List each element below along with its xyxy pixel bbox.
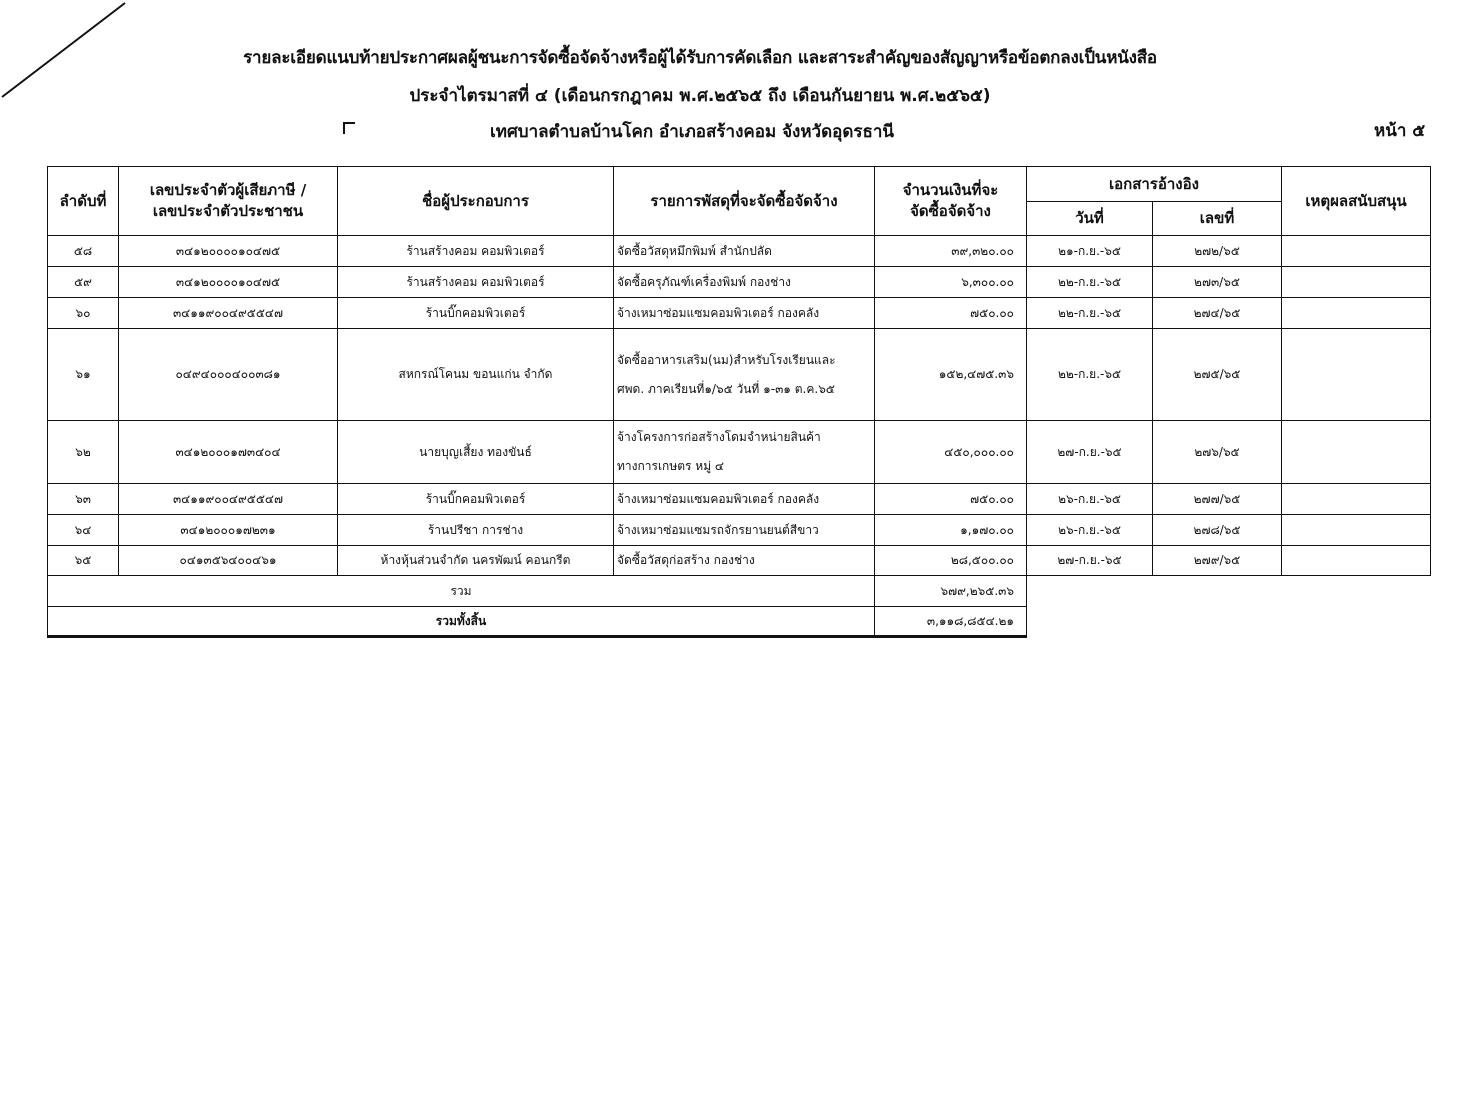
row-amount: ๒๘,๕๐๐.๐๐ bbox=[875, 546, 1027, 576]
row-reason bbox=[1282, 421, 1431, 484]
row-item bbox=[614, 236, 875, 267]
row-amount: ๑,๑๗๐.๐๐ bbox=[875, 515, 1027, 546]
row-ref-no: ๒๗๘/๖๕ bbox=[1153, 515, 1282, 546]
col-header-ref: เอกสารอ้างอิง bbox=[1027, 167, 1282, 202]
row-reason bbox=[1282, 546, 1431, 576]
procurement-table bbox=[47, 166, 1431, 638]
row-amount: ๔๕๐,๐๐๐.๐๐ bbox=[875, 421, 1027, 484]
grand-total-value: ๓,๑๑๘,๘๕๔.๒๑ bbox=[875, 607, 1027, 637]
col-header-reason: เหตุผลสนับสนุน bbox=[1282, 167, 1431, 236]
row-ref-no: ๒๗๗/๖๕ bbox=[1153, 484, 1282, 515]
row-no: ๖๔ bbox=[48, 515, 119, 546]
row-ref-date: ๒๖-ก.ย.-๖๕ bbox=[1027, 515, 1153, 546]
row-taxid: ๐๔๙๔๐๐๐๔๐๐๓๘๑ bbox=[119, 329, 338, 421]
row-ref-date: ๒๒-ก.ย.-๖๕ bbox=[1027, 329, 1153, 421]
col-header-taxid bbox=[119, 167, 338, 236]
col-header-vendor: ชื่อผู้ประกอบการ bbox=[338, 167, 614, 236]
row-ref-date: ๒๒-ก.ย.-๖๕ bbox=[1027, 267, 1153, 298]
organization-name: เทศบาลตำบลบ้านโคก อำเภอสร้างคอม จังหวัดอุดรธานี bbox=[490, 122, 895, 142]
table-row bbox=[48, 515, 1431, 546]
col-header-taxid-line2: เลขประจำตัวประชาชน bbox=[152, 202, 304, 220]
row-vendor: ห้างหุ้นส่วนจำกัด นครพัฒน์ คอนกรีต bbox=[338, 546, 614, 576]
row-no: ๕๙ bbox=[48, 267, 119, 298]
row-item bbox=[614, 515, 875, 546]
table-row bbox=[48, 298, 1431, 329]
empty-cell bbox=[1027, 576, 1431, 607]
row-ref-no: ๒๗๕/๖๕ bbox=[1153, 329, 1282, 421]
col-header-ref-no: เลขที่ bbox=[1153, 202, 1282, 236]
subtotal-label: รวม bbox=[48, 576, 875, 607]
row-item bbox=[614, 329, 875, 421]
row-no: ๖๒ bbox=[48, 421, 119, 484]
row-vendor: สหกรณ์โคนม ขอนแก่น จำกัด bbox=[338, 329, 614, 421]
row-amount: ๗๕๐.๐๐ bbox=[875, 484, 1027, 515]
row-item-line1: จัดซื้อวัสดุก่อสร้าง กองช่าง bbox=[617, 553, 755, 567]
table-row bbox=[48, 267, 1431, 298]
row-reason bbox=[1282, 484, 1431, 515]
row-vendor: ร้านสร้างคอม คอมพิวเตอร์ bbox=[338, 236, 614, 267]
col-header-item: รายการพัสดุที่จะจัดซื้อจัดจ้าง bbox=[614, 167, 875, 236]
row-taxid: ๓๔๑๒๐๐๐๑๗๓๔๐๔ bbox=[119, 421, 338, 484]
row-taxid: ๓๔๑๑๙๐๐๔๙๕๕๔๗ bbox=[119, 484, 338, 515]
row-ref-date: ๒๗-ก.ย.-๖๕ bbox=[1027, 546, 1153, 576]
row-reason bbox=[1282, 267, 1431, 298]
row-taxid: ๐๔๑๓๕๖๔๐๐๔๖๑ bbox=[119, 546, 338, 576]
row-ref-no: ๒๗๙/๖๕ bbox=[1153, 546, 1282, 576]
document-title: รายละเอียดแนบท้ายประกาศผลผู้ชนะการจัดซื้อจัดจ้างหรือผู้ได้รับการคัดเลือก และสาระสำคัญของสัญญาหรือข้อตกลงเป็นหนังสือ bbox=[243, 48, 1157, 68]
row-taxid: ๓๔๑๒๐๐๐๐๑๐๔๗๕ bbox=[119, 236, 338, 267]
row-amount: ๗๕๐.๐๐ bbox=[875, 298, 1027, 329]
row-item-line2: ทางการเกษตร หมู่ ๔ bbox=[617, 459, 725, 473]
col-header-ref-date: วันที่ bbox=[1027, 202, 1153, 236]
row-vendor: ร้านสร้างคอม คอมพิวเตอร์ bbox=[338, 267, 614, 298]
col-header-taxid-line1: เลขประจำตัวผู้เสียภาษี / bbox=[149, 181, 307, 199]
row-item-line1: จ้างเหมาซ่อมแซมคอมพิวเตอร์ กองคลัง bbox=[617, 305, 820, 320]
row-item-line1: จัดซื้อวัสดุหมึกพิมพ์ สำนักปลัด bbox=[617, 243, 772, 258]
row-item-line1: จ้างเหมาซ่อมแซมคอมพิวเตอร์ กองคลัง bbox=[617, 491, 820, 506]
row-taxid: ๓๔๑๒๐๐๐๐๑๐๔๗๕ bbox=[119, 267, 338, 298]
row-ref-no: ๒๗๔/๖๕ bbox=[1153, 298, 1282, 329]
row-no: ๕๘ bbox=[48, 236, 119, 267]
document-period: ประจำไตรมาสที่ ๔ (เดือนกรกฎาคม พ.ศ.๒๕๖๕ ถึง เดือนกันยายน พ.ศ.๒๕๖๕) bbox=[409, 86, 991, 106]
subtotal-value: ๖๗๙,๒๖๕.๓๖ bbox=[875, 576, 1027, 607]
col-header-amount-line1: จำนวนเงินที่จะ bbox=[902, 181, 999, 199]
row-no: ๖๑ bbox=[48, 329, 119, 421]
row-no: ๖๕ bbox=[48, 546, 119, 576]
row-no: ๖๓ bbox=[48, 484, 119, 515]
table-row bbox=[48, 329, 1431, 421]
row-taxid: ๓๔๑๑๙๐๐๔๙๕๕๔๗ bbox=[119, 298, 338, 329]
row-reason bbox=[1282, 515, 1431, 546]
table-row bbox=[48, 546, 1431, 576]
row-item-line1: จัดซื้อครุภัณฑ์เครื่องพิมพ์ กองช่าง bbox=[617, 274, 791, 289]
row-item bbox=[614, 484, 875, 515]
row-amount: ๖,๓๐๐.๐๐ bbox=[875, 267, 1027, 298]
row-reason bbox=[1282, 329, 1431, 421]
row-ref-date: ๒๗-ก.ย.-๖๕ bbox=[1027, 421, 1153, 484]
row-item bbox=[614, 421, 875, 484]
table-row bbox=[48, 236, 1431, 267]
row-item-line1: จัดซื้ออาหารเสริม(นม)สำหรับโรงเรียนและ bbox=[617, 352, 836, 367]
row-vendor: ร้านปรีชา การช่าง bbox=[338, 515, 614, 546]
row-item-line2: ศพด. ภาคเรียนที่๑/๖๕ วันที่ ๑-๓๑ ต.ค.๖๕ bbox=[617, 381, 835, 396]
corner-bracket-mark bbox=[343, 122, 355, 134]
row-ref-no: ๒๗๒/๖๕ bbox=[1153, 236, 1282, 267]
row-reason bbox=[1282, 236, 1431, 267]
row-taxid: ๓๔๑๒๐๐๐๑๗๒๓๑ bbox=[119, 515, 338, 546]
row-vendor: ร้านบิ๊กคอมพิวเตอร์ bbox=[338, 484, 614, 515]
table-row bbox=[48, 484, 1431, 515]
empty-cell bbox=[1027, 607, 1431, 637]
table-row bbox=[48, 421, 1431, 484]
col-header-no: ลำดับที่ bbox=[48, 167, 119, 236]
row-vendor: นายบุญเสี้ยง ทองขันธ์ bbox=[338, 421, 614, 484]
page-number: หน้า ๕ bbox=[1374, 121, 1426, 141]
row-vendor: ร้านบิ๊กคอมพิวเตอร์ bbox=[338, 298, 614, 329]
row-item-line1: จ้างเหมาซ่อมแซมรถจักรยานยนต์สีขาว bbox=[617, 522, 819, 537]
grand-total-label: รวมทั้งสิ้น bbox=[48, 607, 875, 637]
col-header-amount-line2: จัดซื้อจัดจ้าง bbox=[910, 202, 991, 220]
row-item-line1: จ้างโครงการก่อสร้างโดมจำหน่ายสินค้า bbox=[617, 430, 821, 444]
row-ref-date: ๒๖-ก.ย.-๖๕ bbox=[1027, 484, 1153, 515]
row-ref-date: ๒๑-ก.ย.-๖๕ bbox=[1027, 236, 1153, 267]
row-amount: ๑๕๒,๔๗๕.๓๖ bbox=[875, 329, 1027, 421]
row-no: ๖๐ bbox=[48, 298, 119, 329]
row-ref-no: ๒๗๖/๖๕ bbox=[1153, 421, 1282, 484]
row-item bbox=[614, 267, 875, 298]
row-ref-date: ๒๒-ก.ย.-๖๕ bbox=[1027, 298, 1153, 329]
row-item bbox=[614, 546, 875, 576]
row-reason bbox=[1282, 298, 1431, 329]
row-amount: ๓๙,๓๒๐.๐๐ bbox=[875, 236, 1027, 267]
col-header-amount bbox=[875, 167, 1027, 236]
row-ref-no: ๒๗๓/๖๕ bbox=[1153, 267, 1282, 298]
row-item bbox=[614, 298, 875, 329]
